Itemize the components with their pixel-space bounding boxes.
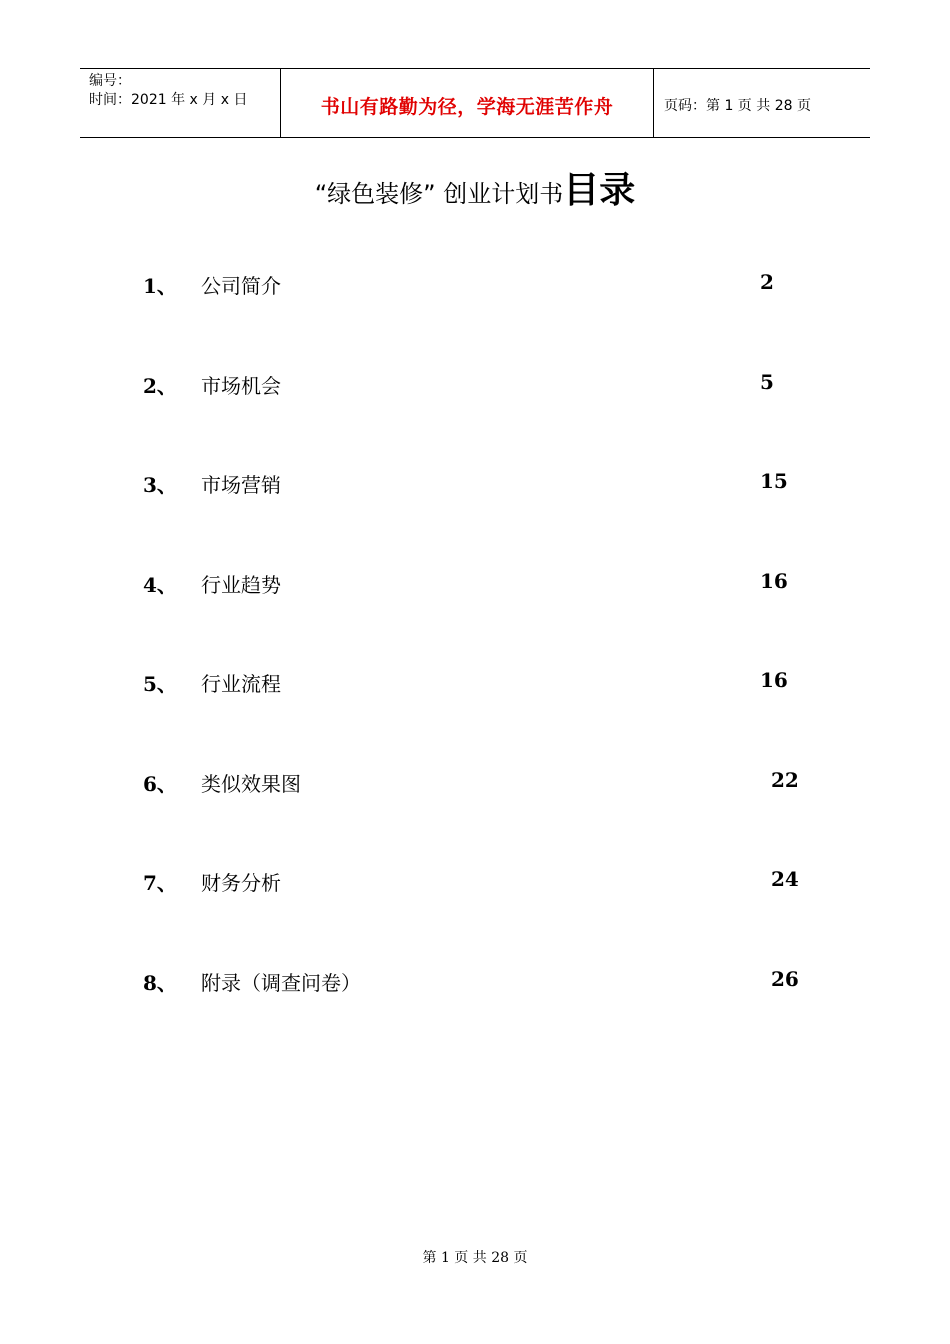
toc-item[interactable]: [0, 469, 950, 499]
toc-item[interactable]: [0, 967, 950, 997]
title-main: “绿色装修” 创业计划书: [314, 180, 564, 208]
toc-item[interactable]: [0, 370, 950, 400]
motto-text: 书山有路勤为径，学海无涯苦作舟: [320, 95, 614, 118]
header-meta-cell: [80, 69, 281, 137]
page-title: [0, 162, 950, 213]
toc-item-page: 24: [771, 867, 799, 891]
toc-item-number: 2、: [143, 374, 177, 398]
toc-item[interactable]: [0, 569, 950, 599]
toc-item[interactable]: [0, 768, 950, 798]
page-info: 页码：第 1 页 共 28 页: [664, 98, 811, 114]
toc-item-title: 公司简介: [201, 274, 281, 298]
toc-item-title: 行业流程: [201, 672, 281, 696]
toc-item-title: 市场营销: [201, 473, 281, 497]
title-big: 目录: [563, 170, 636, 211]
toc-item-page: 16: [760, 569, 788, 593]
toc-item[interactable]: [0, 867, 950, 897]
toc-item-title: 类似效果图: [201, 772, 301, 796]
toc-item-number: 7、: [143, 871, 177, 895]
toc-item-number: 3、: [143, 473, 177, 497]
time-label: 时间：2021 年 x 月 x 日: [89, 92, 248, 108]
toc-item-title: 财务分析: [201, 871, 281, 895]
header-motto-cell: [281, 69, 654, 137]
page-footer: [0, 1247, 950, 1267]
toc-item-page: 16: [760, 668, 788, 692]
toc-item-number: 8、: [143, 971, 177, 995]
toc-item[interactable]: [0, 270, 950, 300]
document-header: [80, 68, 870, 138]
toc-item-page: 2: [760, 270, 774, 294]
toc-item-page: 15: [760, 469, 788, 493]
toc-item-number: 5、: [143, 672, 177, 696]
toc-item-number: 6、: [143, 772, 177, 796]
toc-item-page: 5: [760, 370, 774, 394]
toc-item-title: 市场机会: [201, 374, 281, 398]
toc-item-title: 行业趋势: [201, 573, 281, 597]
toc-item-number: 1、: [143, 274, 177, 298]
toc-item-number: 4、: [143, 573, 177, 597]
serial-label: 编号：: [89, 73, 131, 89]
toc-item[interactable]: [0, 668, 950, 698]
toc-item-title: 附录（调查问卷）: [201, 971, 361, 995]
toc-item-page: 26: [771, 967, 799, 991]
footer-page-number: 第 1 页 共 28 页: [422, 1250, 528, 1266]
header-page-cell: [654, 69, 870, 137]
toc-item-page: 22: [771, 768, 799, 792]
